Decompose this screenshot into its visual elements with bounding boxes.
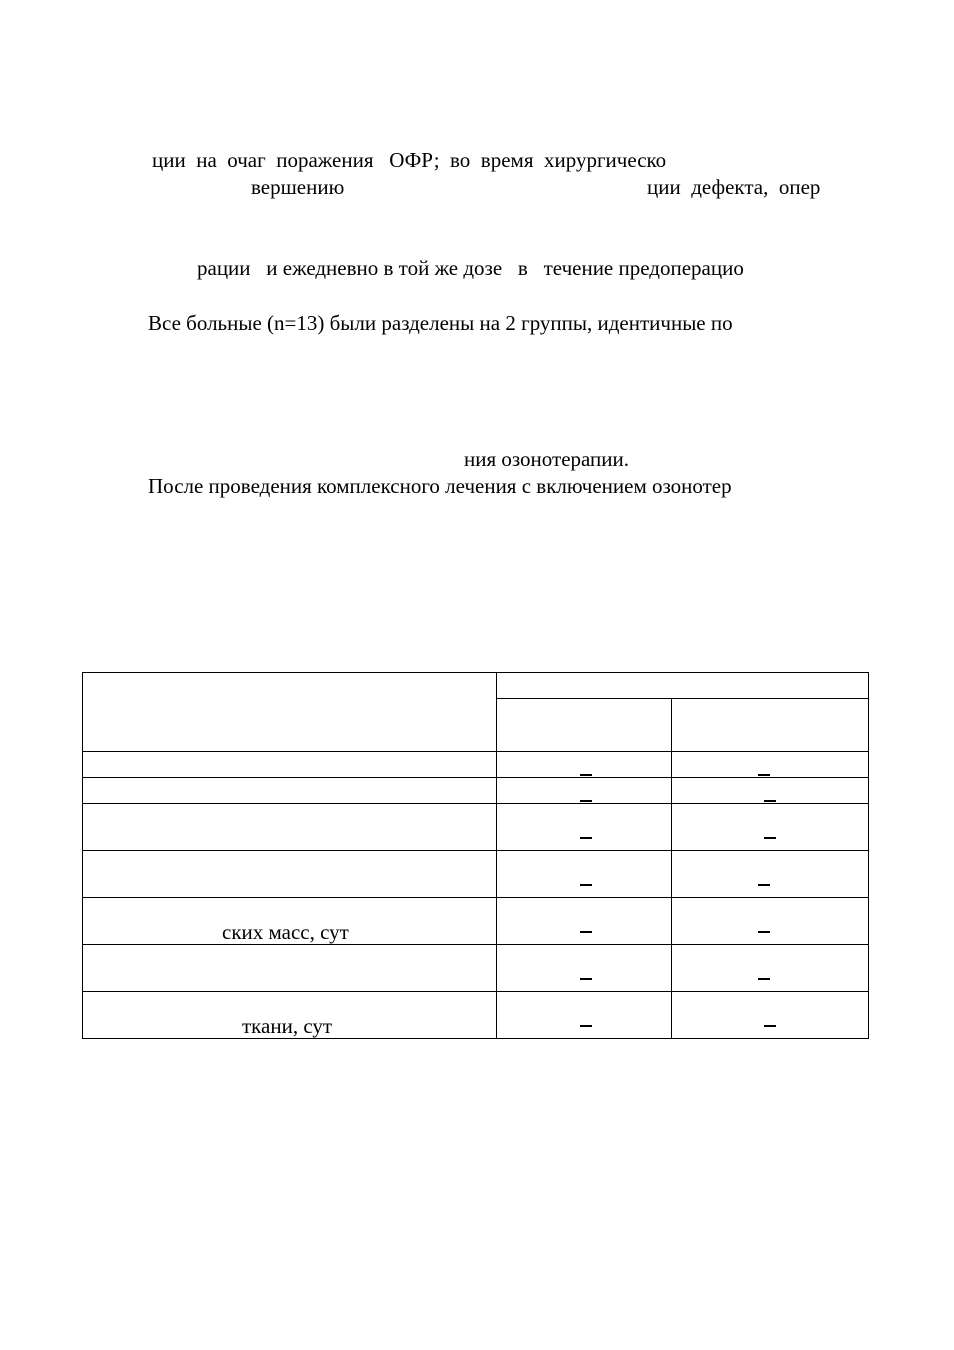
row-label-cell xyxy=(83,898,497,945)
group1-cell xyxy=(497,945,672,992)
group2-cell xyxy=(672,945,869,992)
row-label-cell xyxy=(83,851,497,898)
dash-mark xyxy=(758,931,770,933)
text-line-4: Все больные (n=13) были разделены на 2 группы, идентичные по xyxy=(148,311,733,335)
dash-mark xyxy=(580,774,592,776)
group2-cell xyxy=(672,992,869,1039)
dash-mark xyxy=(764,837,776,839)
group1-cell xyxy=(497,804,672,851)
group2-cell xyxy=(672,752,869,778)
dash-mark xyxy=(580,931,592,933)
header-cell-groups xyxy=(497,673,869,699)
row-label-cell xyxy=(83,804,497,851)
group1-cell xyxy=(497,992,672,1039)
group1-cell xyxy=(497,898,672,945)
dash-mark xyxy=(764,1025,776,1027)
table-row xyxy=(83,851,869,898)
dash-mark xyxy=(758,774,770,776)
dash-mark xyxy=(758,978,770,980)
table-row xyxy=(83,945,869,992)
group2-cell xyxy=(672,851,869,898)
dash-mark xyxy=(580,800,592,802)
header-cell-indicator xyxy=(83,673,497,752)
dash-mark xyxy=(580,837,592,839)
row-label-cell xyxy=(83,752,497,778)
table-row xyxy=(83,752,869,778)
row-label-cell xyxy=(83,992,497,1039)
row-label: ткани, сут xyxy=(242,1014,333,1038)
header-cell-group-2 xyxy=(672,699,869,752)
table-header-row xyxy=(83,673,869,699)
table-row xyxy=(83,778,869,804)
text-line-2a: вершению xyxy=(251,175,345,199)
group1-cell xyxy=(497,778,672,804)
table-row xyxy=(83,992,869,1039)
dash-mark xyxy=(758,884,770,886)
text-line-6: После проведения комплексного лечения с включением озонотер xyxy=(148,474,732,498)
header-cell-group-1 xyxy=(497,699,672,752)
row-label: ских масс, сут xyxy=(222,920,349,944)
text-line-1: ции на очаг поражения ОФР; во время хирургическо xyxy=(152,148,667,172)
row-label-cell xyxy=(83,945,497,992)
text-line-5: ния озонотерапии. xyxy=(464,447,630,471)
table-row xyxy=(83,804,869,851)
group2-cell xyxy=(672,898,869,945)
group2-cell xyxy=(672,778,869,804)
table-row xyxy=(83,898,869,945)
row-label-cell xyxy=(83,778,497,804)
text-line-3: рации и ежедневно в той же дозе в течение предоперацио xyxy=(197,256,744,280)
results-table xyxy=(82,672,869,1039)
group2-cell xyxy=(672,804,869,851)
dash-mark xyxy=(580,978,592,980)
group1-cell xyxy=(497,752,672,778)
dash-mark xyxy=(764,800,776,802)
dash-mark xyxy=(580,884,592,886)
group1-cell xyxy=(497,851,672,898)
text-line-2b: ции дефекта, опер xyxy=(647,175,821,199)
dash-mark xyxy=(580,1025,592,1027)
